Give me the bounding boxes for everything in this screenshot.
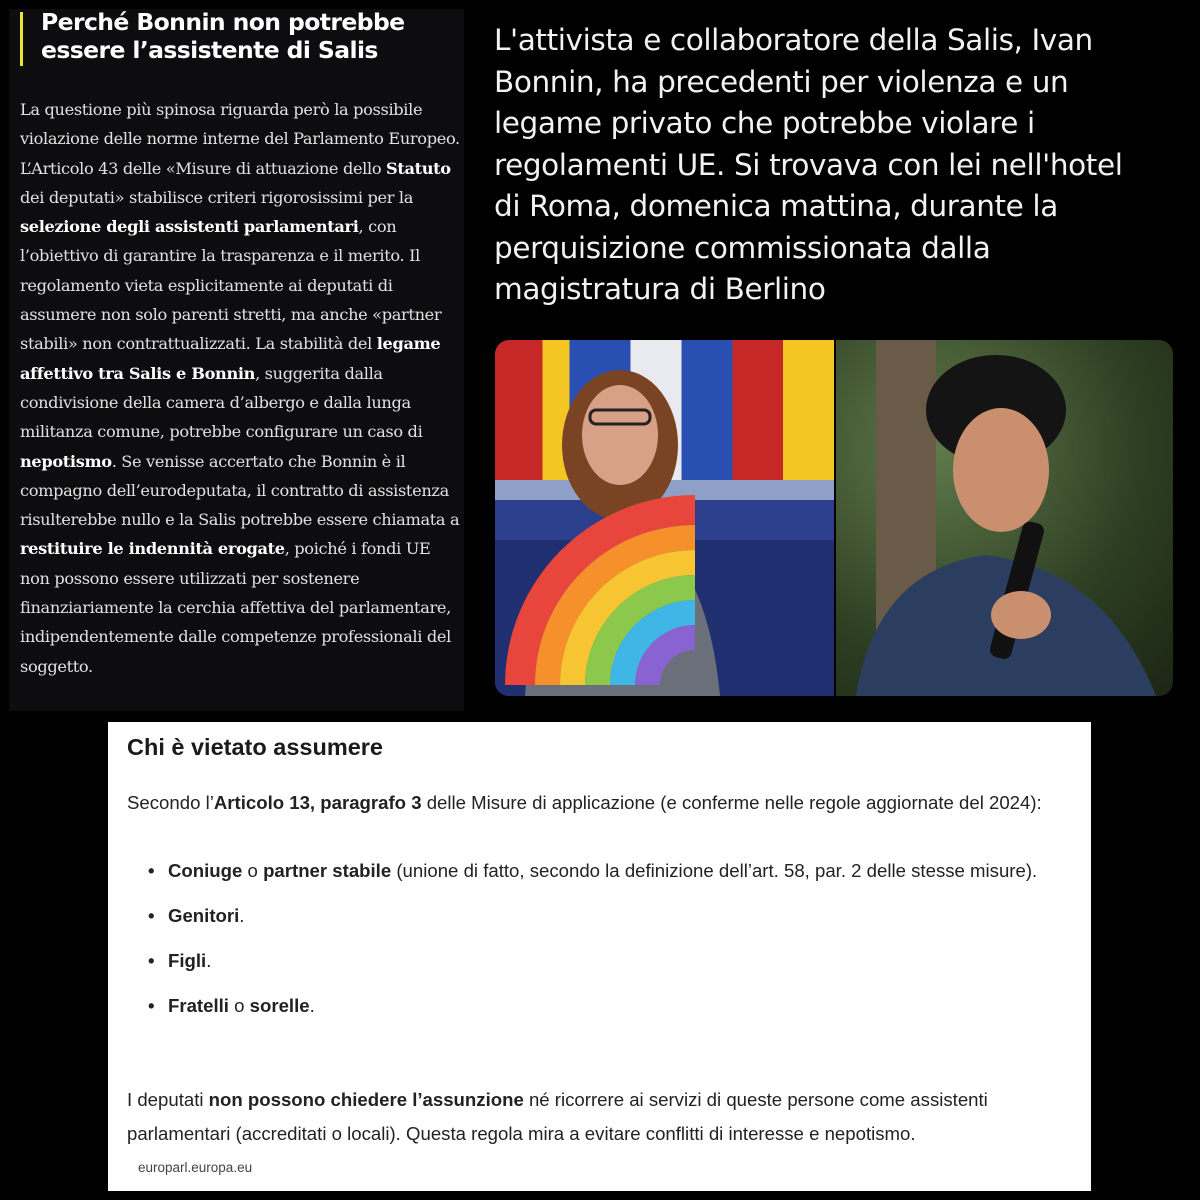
bold-text: non possono chiedere l’assunzione: [208, 1089, 524, 1110]
text: né ricorrere ai servizi di queste persone come assistenti parlamentari (accreditati o locali). Questa regola mira a evitare conflitti di interesse e nepotismo.: [127, 1089, 988, 1144]
text: o: [242, 860, 264, 881]
bold-text: restituire le indennità erogate: [20, 539, 285, 559]
bold-text: Coniuge: [168, 860, 243, 881]
list-item: [148, 944, 1058, 978]
article-body: [20, 95, 460, 681]
list-item: [148, 854, 1058, 888]
text: o: [228, 995, 250, 1016]
source-intro: [127, 786, 1077, 820]
text: (unione di fatto, secondo la definizione dell’art. 58, par. 2 delle stesse misure).: [391, 860, 1038, 881]
source-outro: [127, 1083, 1077, 1151]
bold-text: legame affettivo tra Salis e Bonnin: [20, 334, 441, 383]
prohibited-list: [148, 854, 1058, 1034]
text: dei deputati» stabilisce criteri rigorosissimi per la: [20, 187, 414, 207]
text: Secondo l’: [127, 792, 214, 813]
list-item: [148, 899, 1058, 933]
source-excerpt: [108, 722, 1091, 1191]
text: , con l’obiettivo di garantire la trasparenza e il merito. Il regolamento vieta esplicitamente ai deputati di assumere non solo parenti stretti, ma anche «partner stabili» non contrattualizzati. La stabilità del: [20, 217, 442, 354]
tweet-media[interactable]: [495, 340, 1173, 696]
heading-accent-bar: [20, 12, 23, 66]
source-heading: Chi è vietato assumere: [127, 734, 383, 760]
photo-salis[interactable]: [495, 340, 834, 696]
photo-salis-illustration: [495, 340, 834, 696]
bold-text: Genitori: [168, 905, 240, 926]
text: . Se venisse accertato che Bonnin è il compagno dell’eurodeputata, il contratto di assistenza risulterebbe nullo e la Salis potrebbe essere chiamata a: [20, 451, 460, 530]
bold-text: Fratelli: [168, 995, 229, 1016]
text: .: [309, 995, 315, 1016]
bold-text: partner stabile: [263, 860, 392, 881]
bold-text: Articolo 13, paragrafo 3: [213, 792, 422, 813]
article-screenshot: [9, 9, 464, 711]
article-title: Perché Bonnin non potrebbe essere l’assistente di Salis: [41, 8, 405, 64]
bold-text: Statuto: [386, 158, 451, 178]
text: , suggerita dalla condivisione della camera d’albergo e dalla lunga militanza comune, potrebbe configurare un caso di: [20, 363, 423, 442]
text: .: [206, 950, 212, 971]
photo-bonnin[interactable]: [836, 340, 1173, 696]
bold-text: selezione degli assistenti parlamentari: [20, 217, 359, 237]
list-item: [148, 989, 1058, 1023]
tweet-text: L'attivista e collaboratore della Salis, Ivan Bonnin, ha precedenti per violenza e un legame privato che potrebbe violare i regolamenti UE. Si trovava con lei nell'hotel di Roma, domenica mattina, durante la perquisizione commissionata dalla magistratura di Berlino: [494, 23, 1123, 306]
photo-bonnin-illustration: [836, 340, 1173, 696]
source-url[interactable]: europarl.europa.eu: [138, 1160, 253, 1175]
text: La questione più spinosa riguarda però la possibile violazione delle norme interne del Parlamento Europeo. L’Articolo 43 delle «Misure di attuazione dello: [20, 100, 460, 178]
bold-text: sorelle: [249, 995, 310, 1016]
text: delle Misure di applicazione (e conferme nelle regole aggiornate del 2024):: [421, 792, 1042, 813]
bold-text: Figli: [168, 950, 207, 971]
text: .: [239, 905, 245, 926]
text: I deputati: [127, 1089, 209, 1110]
bold-text: nepotismo: [20, 451, 112, 471]
text: , poiché i fondi UE non possono essere utilizzati per sostenere finanziariamente la cerchia affettiva del parlamentare, indipendentemente dalle competenze professionali del soggetto.: [20, 539, 451, 676]
